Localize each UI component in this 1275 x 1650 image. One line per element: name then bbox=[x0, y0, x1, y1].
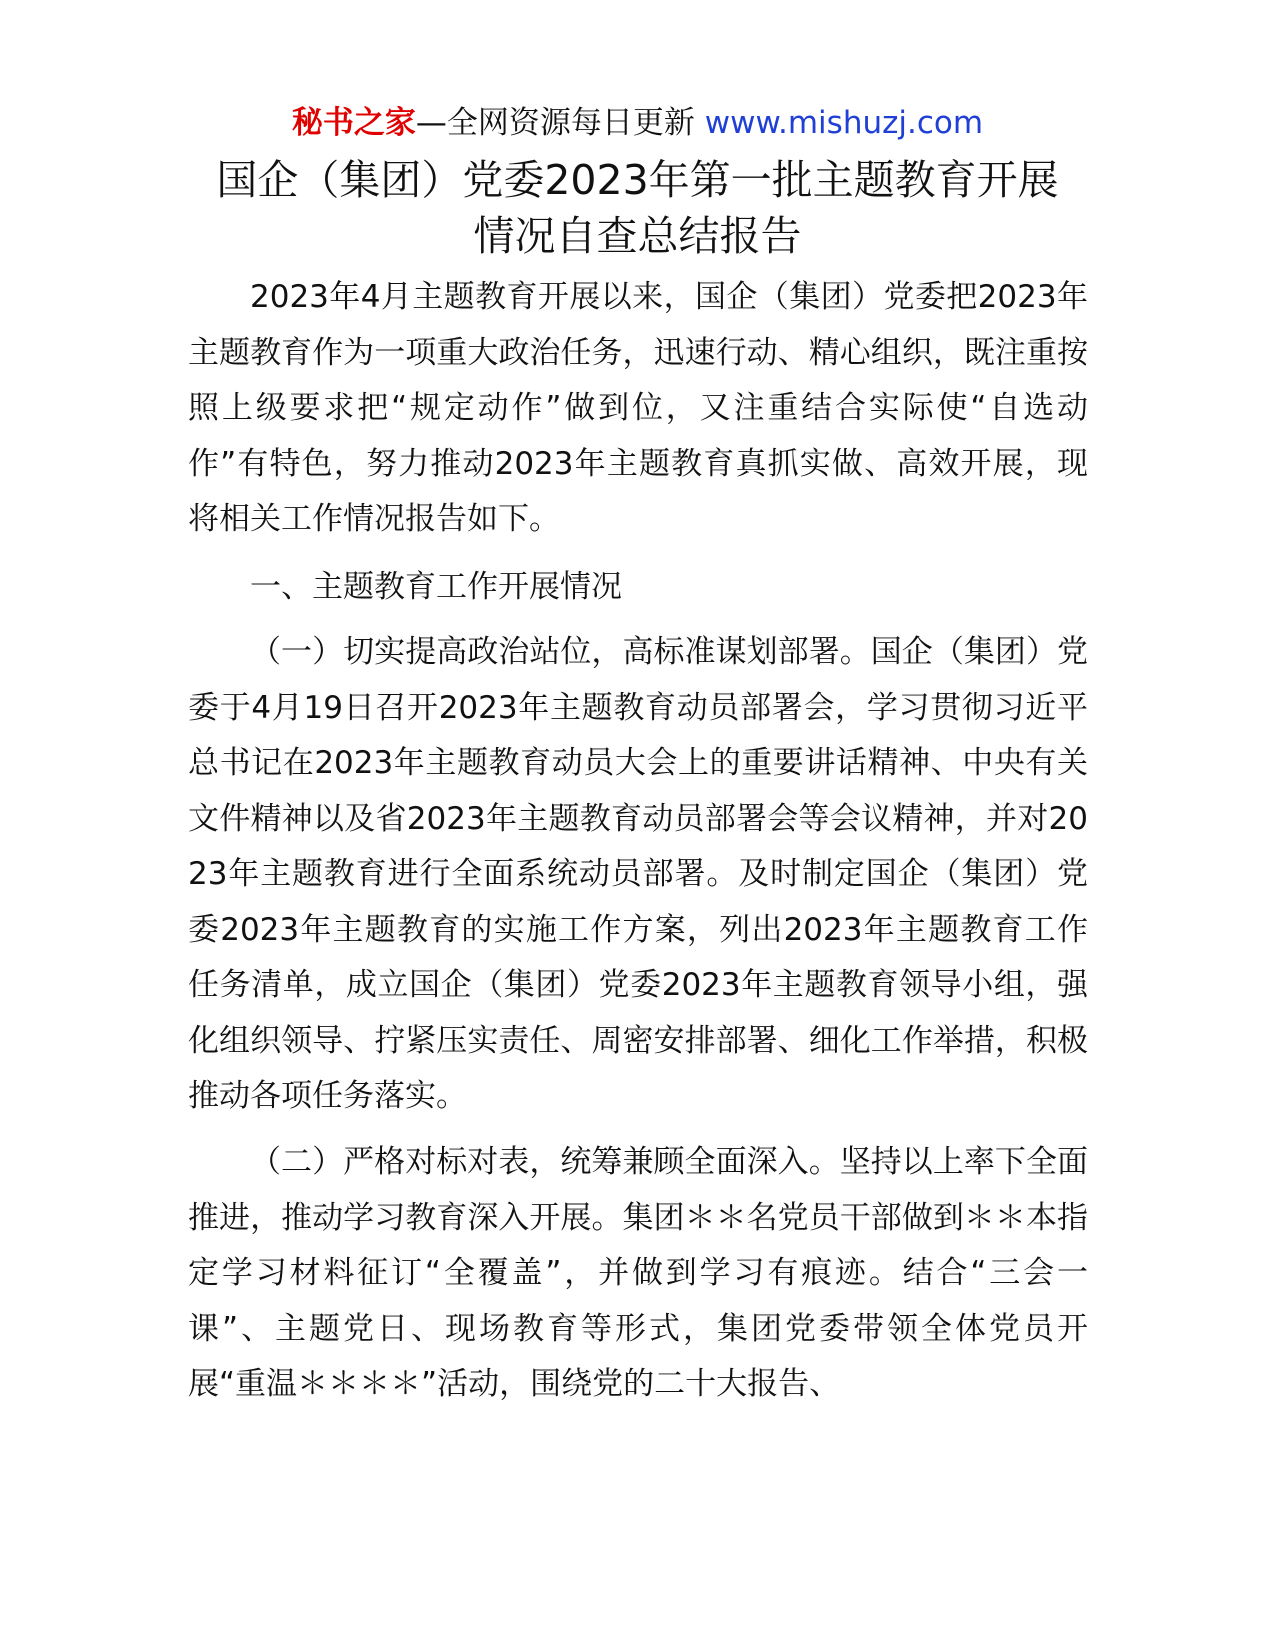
intro-paragraph: 2023年4月主题教育开展以来，国企（集团）党委把2023年主题教育作为一项重大政治任务，迅速行动、精心组织，既注重按照上级要求把“规定动作”做到位，又注重结合实际使“自选动作”有特色，努力推动2023年主题教育真抓实做、高效开展，现将相关工作情况报告如下。 bbox=[188, 279, 1088, 537]
subsection-2-block bbox=[188, 1135, 1088, 1413]
subsection-2-paragraph: （二）严格对标对表，统筹兼顾全面深入。坚持以上率下全面推进，推动学习教育深入开展。集团＊＊名党员干部做到＊＊本指定学习材料征订“全覆盖”，并做到学习有痕迹。结合“三会一课”、主题党日、现场教育等形式，集团党委带领全体党员开展“重温＊＊＊＊”活动，围绕党的二十大报告、 bbox=[188, 1144, 1088, 1402]
site-banner bbox=[0, 100, 1275, 146]
document-title-line-1: 国企（集团）党委2023年第一批主题教育开展 bbox=[216, 156, 1059, 204]
section-heading-block bbox=[188, 560, 1088, 616]
banner-tagline: —全网资源每日更新 bbox=[415, 105, 695, 141]
intro-paragraph-block bbox=[188, 270, 1088, 548]
brand-name: 秘书之家 bbox=[291, 105, 416, 141]
site-url-link[interactable]: www.mishuzj.com bbox=[704, 105, 984, 141]
document-title-line-2: 情况自查总结报告 bbox=[473, 212, 802, 260]
subsection-1-paragraph: （一）切实提高政治站位，高标准谋划部署。国企（集团）党委于4月19日召开2023年主题教育动员部署会，学习贯彻习近平总书记在2023年主题教育动员大会上的重要讲话精神、中央有关文件精神以及省2023年主题教育动员部署会等会议精神，并对2023年主题教育进行全面系统动员部署。及时制定国企（集团）党委2023年主题教育的实施工作方案，列出2023年主题教育工作任务清单，成立国企（集团）党委2023年主题教育领导小组，强化组织领导、拧紧压实责任、周密安排部署、细化工作举措，积极推动各项任务落实。 bbox=[188, 634, 1088, 1114]
subsection-1-block bbox=[188, 625, 1088, 1125]
section-1-heading: 一、主题教育工作开展情况 bbox=[250, 569, 622, 605]
